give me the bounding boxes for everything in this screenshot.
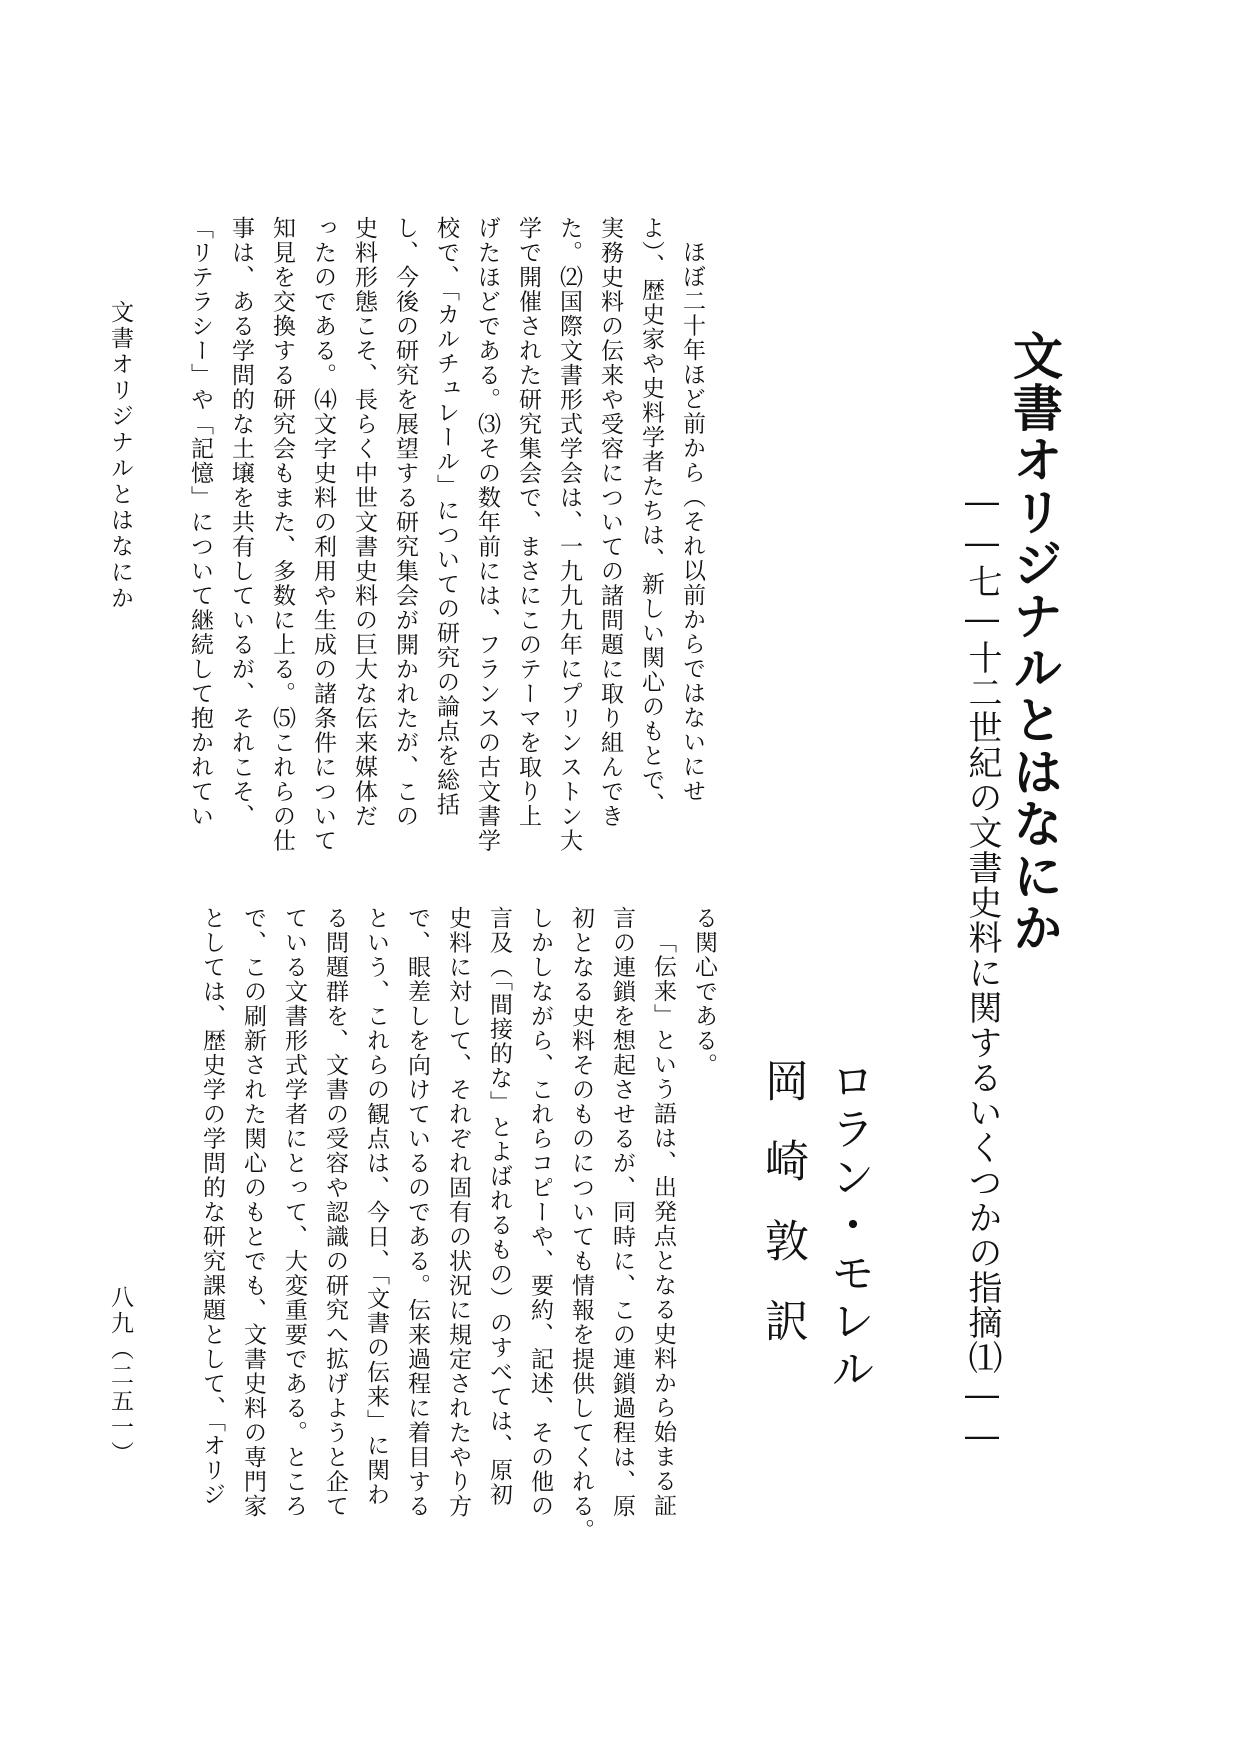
body-line: 史料に対して、それぞれ固有の状況に規定されたやり方	[445, 906, 471, 1519]
body-line: 史料形態こそ、長らく中世文書史料の巨大な伝来媒体だ	[351, 216, 377, 829]
body-line: し、今後の研究を展望する研究集会が開かれたが、この	[392, 216, 418, 829]
translator-name: 岡崎敦訳	[757, 1058, 808, 1378]
body-line: という、これらの観点は、今日、「文書の伝来」に関わ	[363, 906, 389, 1507]
body-text-upper	[187, 216, 712, 853]
body-line: ったのである。⑷文字史料の利用や生成の諸条件について	[310, 216, 336, 853]
body-line: ている文書形式学者にとって、大変重要である。ところ	[281, 906, 307, 1519]
body-line: で、眼差しを向けているのである。伝来過程に着目する	[404, 906, 430, 1519]
body-line: た。⑵国際文書形式学会は、一九九九年にプリンストン大	[556, 216, 582, 853]
body-line: げたほどである。⑶その数年前には、フランスの古文書学	[474, 216, 500, 853]
body-line: で、この刷新された関心のもとでも、文書史料の専門家	[240, 906, 266, 1519]
article-subtitle: ――七―十二世紀の文書史料に関するいくつかの指摘⑴――	[962, 482, 1002, 1457]
article-title: 文書オリジナルとはなにか	[1005, 330, 1064, 954]
body-line: 学で開催された研究集会で、まさにこのテーマを取り上	[515, 216, 541, 829]
body-line: 「伝来」という語は、出発点となる史料から始まる証	[650, 930, 676, 1518]
body-line: 言及（「間接的な」とよばれるもの）のすべては、原初	[486, 906, 512, 1507]
body-line: ほぼ二十年ほど前から（それ以前からではないにせ	[679, 240, 705, 804]
running-title: 文書オリジナルとはなにか	[107, 300, 133, 612]
author-name: ロラン・モレル	[823, 1058, 874, 1394]
body-text-lower	[150, 906, 724, 1543]
body-line: 校で、「カルチュレール」についての研究の論点を総括	[433, 216, 459, 817]
body-line: しかしながら、これらコピーや、要約、記述、その他の	[527, 906, 553, 1519]
body-line: 事は、ある学問的な土壌を共有しているが、それこそ、	[228, 216, 254, 829]
body-line: 実務史料の伝来や受容についての諸問題に取り組んでき	[597, 216, 623, 829]
page-number: 八九（二五一）	[107, 1285, 133, 1467]
body-line: 初となる史料そのものについても情報を提供してくれる。	[568, 906, 594, 1543]
body-line: る関心である。	[691, 906, 717, 1078]
body-line: よ）、歴史家や史料学者たちは、新しい関心のもとで、	[638, 216, 664, 817]
body-line: 「リテラシー」や「記憶」について継続して抱かれてい	[187, 216, 213, 829]
body-line: としては、歴史学の学問的な研究課題として、「オリジ	[199, 906, 225, 1507]
body-line: 言の連鎖を想起させるが、同時に、この連鎖過程は、原	[609, 906, 635, 1519]
body-line: る問題群を、文書の受容や認識の研究へ拡げようと企て	[322, 906, 348, 1519]
body-line: 知見を交換する研究会もまた、多数に上る。⑸これらの仕	[269, 216, 295, 853]
